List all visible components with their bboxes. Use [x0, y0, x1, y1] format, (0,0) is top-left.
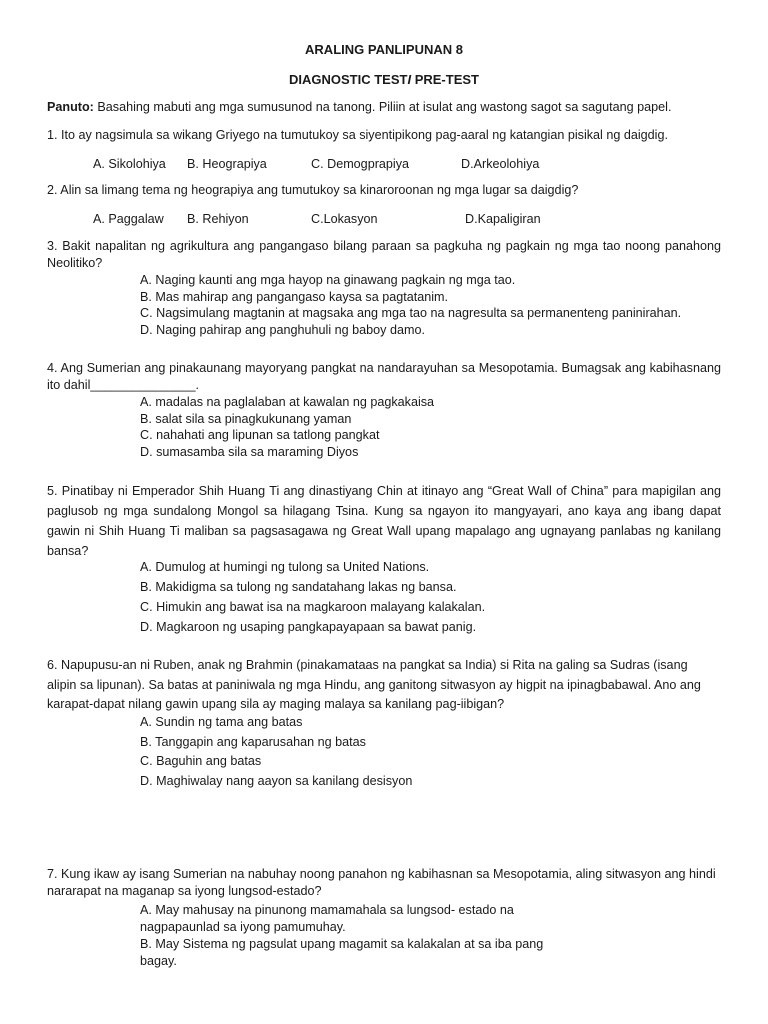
- question-1-choice-d: D.Arkeolohiya: [461, 157, 540, 171]
- question-3-choice-c: C. Nagsimulang magtanin at magsaka ang mga tao na nagresulta sa permanenteng paninirahan.: [140, 306, 682, 320]
- question-7-line-2: nararapat na maganap sa iyong lungsod-estado?: [47, 884, 322, 898]
- question-7-text: [47, 866, 721, 900]
- question-1-choice-a: A. Sikolohiya: [93, 157, 166, 171]
- question-6-choice-c: C. Baguhin ang batas: [140, 754, 262, 768]
- question-3-choice-b: B. Mas mahirap ang pangangaso kaysa sa pagtatanim.: [140, 289, 449, 304]
- question-5-text: 5. Pinatibay ni Emperador Shih Huang Ti ang dinastiyang Chin at itinayo ang “Great Wall of China” para mapigilan ang paglusob ng mga sundalong Mongol sa hilagang Tsina. Kung sa ngayon ito mangyayari, ano kaya ang ibang dapat gawin ni Shih Huang Ti maliban sa pagsasagawa ng Great Wall upang mapalago ang ugnayang panlabas ng kanilang bansa?: [47, 484, 721, 558]
- question-3-choice-d: D. Naging pahirap ang panghuhuli ng baboy damo.: [140, 322, 425, 337]
- instructions-label: Panuto:: [47, 100, 94, 114]
- instructions: [47, 99, 721, 116]
- question-6-choice-a: A. Sundin ng tama ang batas: [140, 715, 303, 729]
- question-3-text: 3. Bakit napalitan ng agrikultura ang pangangaso bilang paraan sa pagkuha ng pagkain ng mga tao noong panahong Neolitiko?: [47, 239, 721, 270]
- question-2-choice-b: B. Rehiyon: [187, 212, 249, 226]
- question-1-choice-b: B. Heograpiya: [187, 157, 267, 171]
- question-7-choices: [140, 902, 700, 970]
- question-2-choice-a: A. Paggalaw: [93, 212, 164, 226]
- question-7-choice-b-line-1: B. May Sistema ng pagsulat upang magamit sa kalakalan at sa iba pang: [140, 937, 544, 951]
- question-6-choice-d: D. Maghiwalay nang aayon sa kanilang desisyon: [140, 773, 413, 788]
- question-5-choice-d: D. Magkaroon ng usaping pangkapayapaan sa bawat panig.: [140, 620, 477, 634]
- instructions-text: Basahing mabuti ang mga sumusunod na tanong. Piliin at isulat ang wastong sagot sa sagutang papel.: [93, 100, 672, 114]
- question-1-choice-c: C. Demogprapiya: [311, 157, 409, 171]
- question-7-line-1: 7. Kung ikaw ay isang Sumerian na nabuhay noong panahon ng kabihasnan sa Mesopotamia, aling sitwasyon ang hindi: [47, 867, 716, 881]
- question-7-choice-a-line-1: A. May mahusay na pinunong mamamahala sa lungsod- estado na: [140, 903, 514, 917]
- question-4-text: 4. Ang Sumerian ang pinakaunang mayoryang pangkat na nandarayuhan sa Mesopotamia. Bumagsak ang kabihasnang ito dahil_______________.: [47, 361, 721, 392]
- question-2-choice-d: D.Kapaligiran: [465, 212, 541, 226]
- question-6-line-3: karapat-dapat nilang gawin upang sila ay maging malaya sa kanilang pag-iibigan?: [47, 697, 505, 711]
- question-4-choice-b: B. salat sila sa pinagkukunang yaman: [140, 411, 352, 426]
- document-subtitle: [0, 72, 768, 89]
- question-4-choice-c: C. nahahati ang lipunan sa tatlong pangkat: [140, 428, 380, 442]
- question-6-line-2: alipin sa lipunan). Sa batas at paniniwala ng mga Hindu, ang ganitong sitwasyon ay higpit na ipinagbabawal. Ano ang: [47, 677, 701, 692]
- question-5-choices: [140, 557, 700, 637]
- question-6-choices: [140, 713, 700, 791]
- subtitle-italic: I: [407, 72, 412, 87]
- question-3-choices: [140, 272, 700, 338]
- question-2-text: 2. Alin sa limang tema ng heograpiya ang tumutukoy sa kinaroroonan ng mga lugar sa daigdig?: [47, 183, 579, 197]
- question-5-choice-a: A. Dumulog at humingi ng tulong sa United Nations.: [140, 560, 430, 574]
- question-5-choice-b: B. Makidigma sa tulong ng sandatahang lakas ng bansa.: [140, 580, 457, 594]
- subtitle-prefix: DIAGNOSTIC TEST: [289, 72, 408, 87]
- document-title: ARALING PANLIPUNAN 8: [305, 42, 463, 57]
- question-4-choice-d: D. sumasamba sila sa maraming Diyos: [140, 444, 359, 459]
- question-2-choice-c: C.Lokasyon: [311, 212, 378, 226]
- question-6-text: [47, 656, 721, 715]
- question-3-choice-a: A. Naging kaunti ang mga hayop na ginawang pagkain ng mga tao.: [140, 273, 516, 287]
- question-7-choice-b-line-2: bagay.: [140, 954, 177, 968]
- question-7-choice-a-line-2: nagpapaunlad sa iyong pamumuhay.: [140, 920, 346, 934]
- subtitle-suffix: PRE-TEST: [411, 72, 479, 87]
- question-4-choices: [140, 394, 700, 460]
- question-6-choice-b: B. Tanggapin ang kaparusahan ng batas: [140, 734, 366, 749]
- question-1-text: 1. Ito ay nagsimula sa wikang Griyego na tumutukoy sa siyentipikong pag-aaral ng katangian pisikal ng daigdig.: [47, 128, 668, 142]
- question-4-choice-a: A. madalas na paglalaban at kawalan ng pagkakaisa: [140, 395, 435, 409]
- question-6-line-1: 6. Napupusu-an ni Ruben, anak ng Brahmin (pinakamataas na pangkat sa India) si Rita na galing sa Sudras (isang: [47, 658, 688, 672]
- question-5-choice-c: C. Himukin ang bawat isa na magkaroon malayang kalakalan.: [140, 600, 486, 614]
